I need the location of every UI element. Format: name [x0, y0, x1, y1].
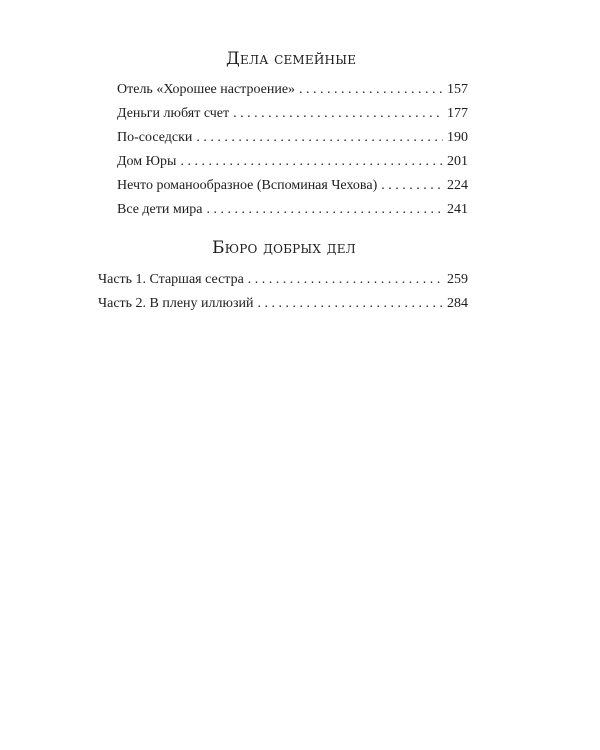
toc-entry	[98, 270, 468, 290]
toc-entries	[117, 80, 468, 230]
toc-entry-title: Деньги любят счет	[117, 106, 230, 121]
toc-entry-page-number: 241	[447, 202, 468, 217]
toc-entry-title: По-соседски	[117, 130, 193, 145]
toc-entry	[98, 294, 468, 314]
toc-entry-page-number: 201	[447, 154, 468, 169]
toc-entry	[117, 200, 468, 220]
toc-entry	[117, 80, 468, 100]
dot-leader	[299, 80, 443, 100]
dot-leader	[180, 152, 443, 172]
toc-entry-page-number: 190	[447, 130, 468, 145]
dot-leader	[233, 104, 443, 124]
toc-entry	[117, 104, 468, 124]
toc-entry-title: Все дети мира	[117, 202, 203, 217]
toc-entry-page-number: 284	[447, 296, 468, 311]
toc-entry-title: Часть 2. В плену иллюзий	[98, 296, 254, 311]
toc-entry	[117, 128, 468, 148]
toc-entry-title: Нечто романообразное (Вспоминая Чехова)	[117, 178, 378, 193]
dot-leader	[196, 128, 443, 148]
dot-leader	[258, 294, 444, 314]
dot-leader	[206, 200, 443, 220]
toc-entry	[117, 176, 468, 196]
toc-entries	[98, 270, 468, 320]
toc-entry-page-number: 157	[447, 82, 468, 97]
toc-entry-title: Отель «Хорошее настроение»	[117, 82, 296, 97]
section-title: Дела семейные	[226, 49, 357, 69]
toc-entry-title: Дом Юры	[117, 154, 177, 169]
toc-entry	[117, 152, 468, 172]
toc-entry-title: Часть 1. Старшая сестра	[98, 272, 244, 287]
toc-entry-page-number: 224	[447, 178, 468, 193]
toc-entry-page-number: 177	[447, 106, 468, 121]
toc-entry-page-number: 259	[447, 272, 468, 287]
section-title: Бюро добрых дел	[212, 238, 356, 258]
dot-leader	[248, 270, 443, 290]
dot-leader	[381, 176, 443, 196]
